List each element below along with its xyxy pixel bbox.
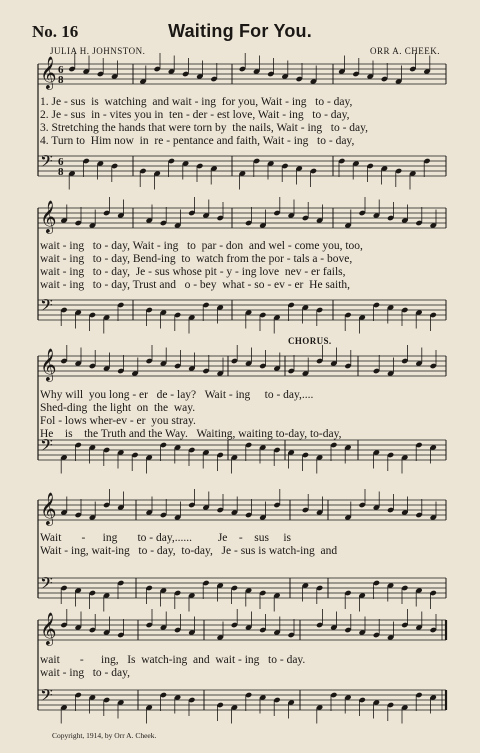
lyric-line: Why will you long - er de - lay? Wait - ing to - day,.... [40,389,314,401]
lyric-line: wait - ing to - day, Je - sus whose pit - y - ing love nev - er fails, [40,266,346,278]
lyric-line: Shed-ding the light on the way. [40,402,196,414]
hymn-number: No. 16 [32,22,79,41]
time-signature-top: 6 [58,64,64,76]
bass-clef-icon: 𝄢 [40,151,53,175]
lyric-line: 1. Je - sus is watching and wait - ing for you, Wait - ing to - day, [40,96,353,108]
lyric-line: Fol - lows wher-ev - er you stray. [40,415,196,427]
bass-clef-icon: 𝄢 [40,685,53,709]
lyric-line: He is the Truth and the Way. Waiting, waiting to-day, to-day, [40,428,342,440]
lyric-line: wait - ing to - day, Trust and o - bey what - so - ev - er He saith, [40,279,351,291]
lyric-line: wait - ing to - day, Bend-ing to watch from the por - tals a - bove, [40,253,353,265]
lyric-line: 2. Je - sus in - vites you in ten - der - est love, Wait - ing to - day, [40,109,350,121]
time-signature-bottom: 8 [58,74,64,86]
treble-clef-icon: 𝄞 [40,56,57,89]
time-signature-top: 6 [58,156,64,168]
bass-clef-icon: 𝄢 [40,295,53,319]
copyright-notice: Copyright, 1914, by Orr A. Cheek. [52,731,157,740]
treble-clef-icon: 𝄞 [40,348,57,381]
time-signature-bottom: 8 [58,166,64,178]
lyric-line: 3. Stretching the hands that were torn by the nails, Wait - ing to - day, [40,122,369,134]
lyric-line: 4. Turn to Him now in re - pentance and faith, Wait - ing to - day, [40,135,355,147]
lyric-line: wait - ing, Is watch-ing and wait - ing to - day. [40,654,306,666]
hymn-title: Waiting For You. [168,21,312,41]
lyric-line: wait - ing to - day, Wait - ing to par - don and wel - come you, too, [40,240,363,252]
lyricist-credit: JULIA H. JOHNSTON. [50,46,146,56]
chorus-label: CHORUS. [288,336,332,346]
bass-clef-icon: 𝄢 [40,435,53,459]
treble-clef-icon: 𝄞 [40,200,57,233]
treble-clef-icon: 𝄞 [40,492,57,525]
lyric-line: wait - ing to - day, [40,667,130,679]
composer-credit: ORR A. CHEEK. [369,46,440,56]
lyric-line: Wait - ing, wait-ing to - day, to-day, Je - sus is watch-ing and [40,545,338,557]
bass-clef-icon: 𝄢 [40,573,53,597]
lyric-line: Wait - ing to - day,...... Je - sus is [40,532,291,544]
treble-clef-icon: 𝄞 [40,612,57,645]
